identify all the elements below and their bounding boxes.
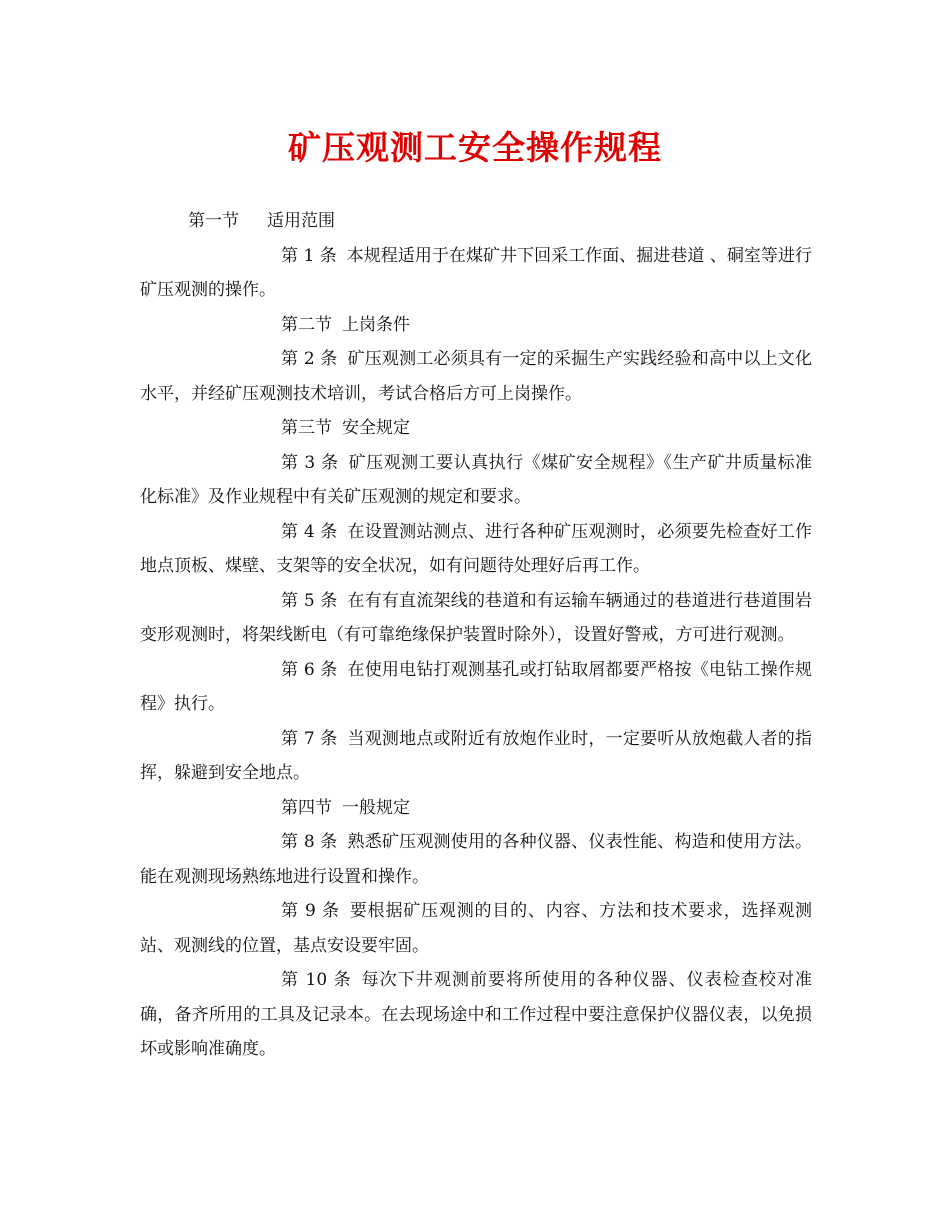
article-paragraph <box>140 722 812 791</box>
article-paragraph <box>140 894 812 963</box>
article-label: 第 1 条 <box>281 245 337 266</box>
article-label: 第 9 条 <box>281 901 340 921</box>
section-heading <box>140 791 812 826</box>
article-text: 本规程适用于在煤矿井下回采工作面、掘进巷道 、硐室等进行矿压观测的操作。 <box>140 245 812 300</box>
section-heading <box>140 411 812 446</box>
document-title: 矿压观测工安全操作规程 <box>288 128 662 167</box>
article-paragraph <box>140 446 812 515</box>
article-text: 矿压观测工必须具有一定的采掘生产实践经验和高中以上文化水平，并经矿压观测技术培训，考试合格后方可上岗操作。 <box>140 349 813 404</box>
section-title: 适用范围 <box>267 211 335 231</box>
section-title: 一般规定 <box>342 797 410 818</box>
article-text: 在使用电钻打观测基孔或打钻取屑都要严格按《电钻工操作规程》执行。 <box>140 659 813 714</box>
article-label: 第 6 条 <box>281 659 338 680</box>
article-text: 在设置测站测点、进行各种矿压观测时，必须要先检查好工作地点顶板、煤壁、支架等的安全状况，如有问题待处理好后再工作。 <box>140 521 813 576</box>
section-heading <box>140 204 812 239</box>
article-paragraph <box>140 239 812 308</box>
article-paragraph <box>140 963 812 1067</box>
section-title: 上岗条件 <box>342 314 410 335</box>
article-text: 每次下井观测前要将所使用的各种仪器、仪表检查校对准确，备齐所用的工具及记录本。在去现场途中和工作过程中要注意保护仪器仪表，以免损坏或影响准确度。 <box>140 970 812 1059</box>
article-label: 第 3 条 <box>281 452 339 473</box>
article-label: 第 4 条 <box>281 521 338 542</box>
article-text: 在有有直流架线的巷道和有运输车辆通过的巷道进行巷道围岩变形观测时，将架线断电（有可靠绝缘保护装置时除外），设置好警戒，方可进行观测。 <box>140 590 813 645</box>
section-title: 安全规定 <box>342 418 410 438</box>
article-label: 第 8 条 <box>281 832 338 852</box>
section-label: 第三节 <box>281 418 332 438</box>
section-label: 第二节 <box>281 314 332 335</box>
article-paragraph <box>140 653 812 722</box>
article-text: 矿压观测工要认真执行《煤矿安全规程》《生产矿井质量标准化标准》及作业规程中有关矿压观测的规定和要求。 <box>140 452 812 507</box>
section-label: 第四节 <box>281 797 332 818</box>
article-text: 要根据矿压观测的目的、内容、方法和技术要求，选择观测站、观测线的位置，基点安设要牢固。 <box>140 901 813 956</box>
article-paragraph <box>140 342 812 411</box>
section-label: 第一节 <box>188 211 239 231</box>
section-heading <box>140 308 812 343</box>
article-paragraph <box>140 584 812 653</box>
article-text: 当观测地点或附近有放炮作业时，一定要听从放炮截人者的指挥，躲避到安全地点。 <box>140 728 813 783</box>
article-label: 第 7 条 <box>281 728 338 749</box>
article-label: 第 5 条 <box>281 590 338 611</box>
article-paragraph <box>140 825 812 894</box>
article-paragraph <box>140 515 812 584</box>
article-label: 第 2 条 <box>281 349 338 369</box>
article-label: 第 10 条 <box>281 970 352 990</box>
article-text: 熟悉矿压观测使用的各种仪器、仪表性能、构造和使用方法。能在观测现场熟练地进行设置和操作。 <box>140 832 813 887</box>
document-body <box>140 204 812 1067</box>
